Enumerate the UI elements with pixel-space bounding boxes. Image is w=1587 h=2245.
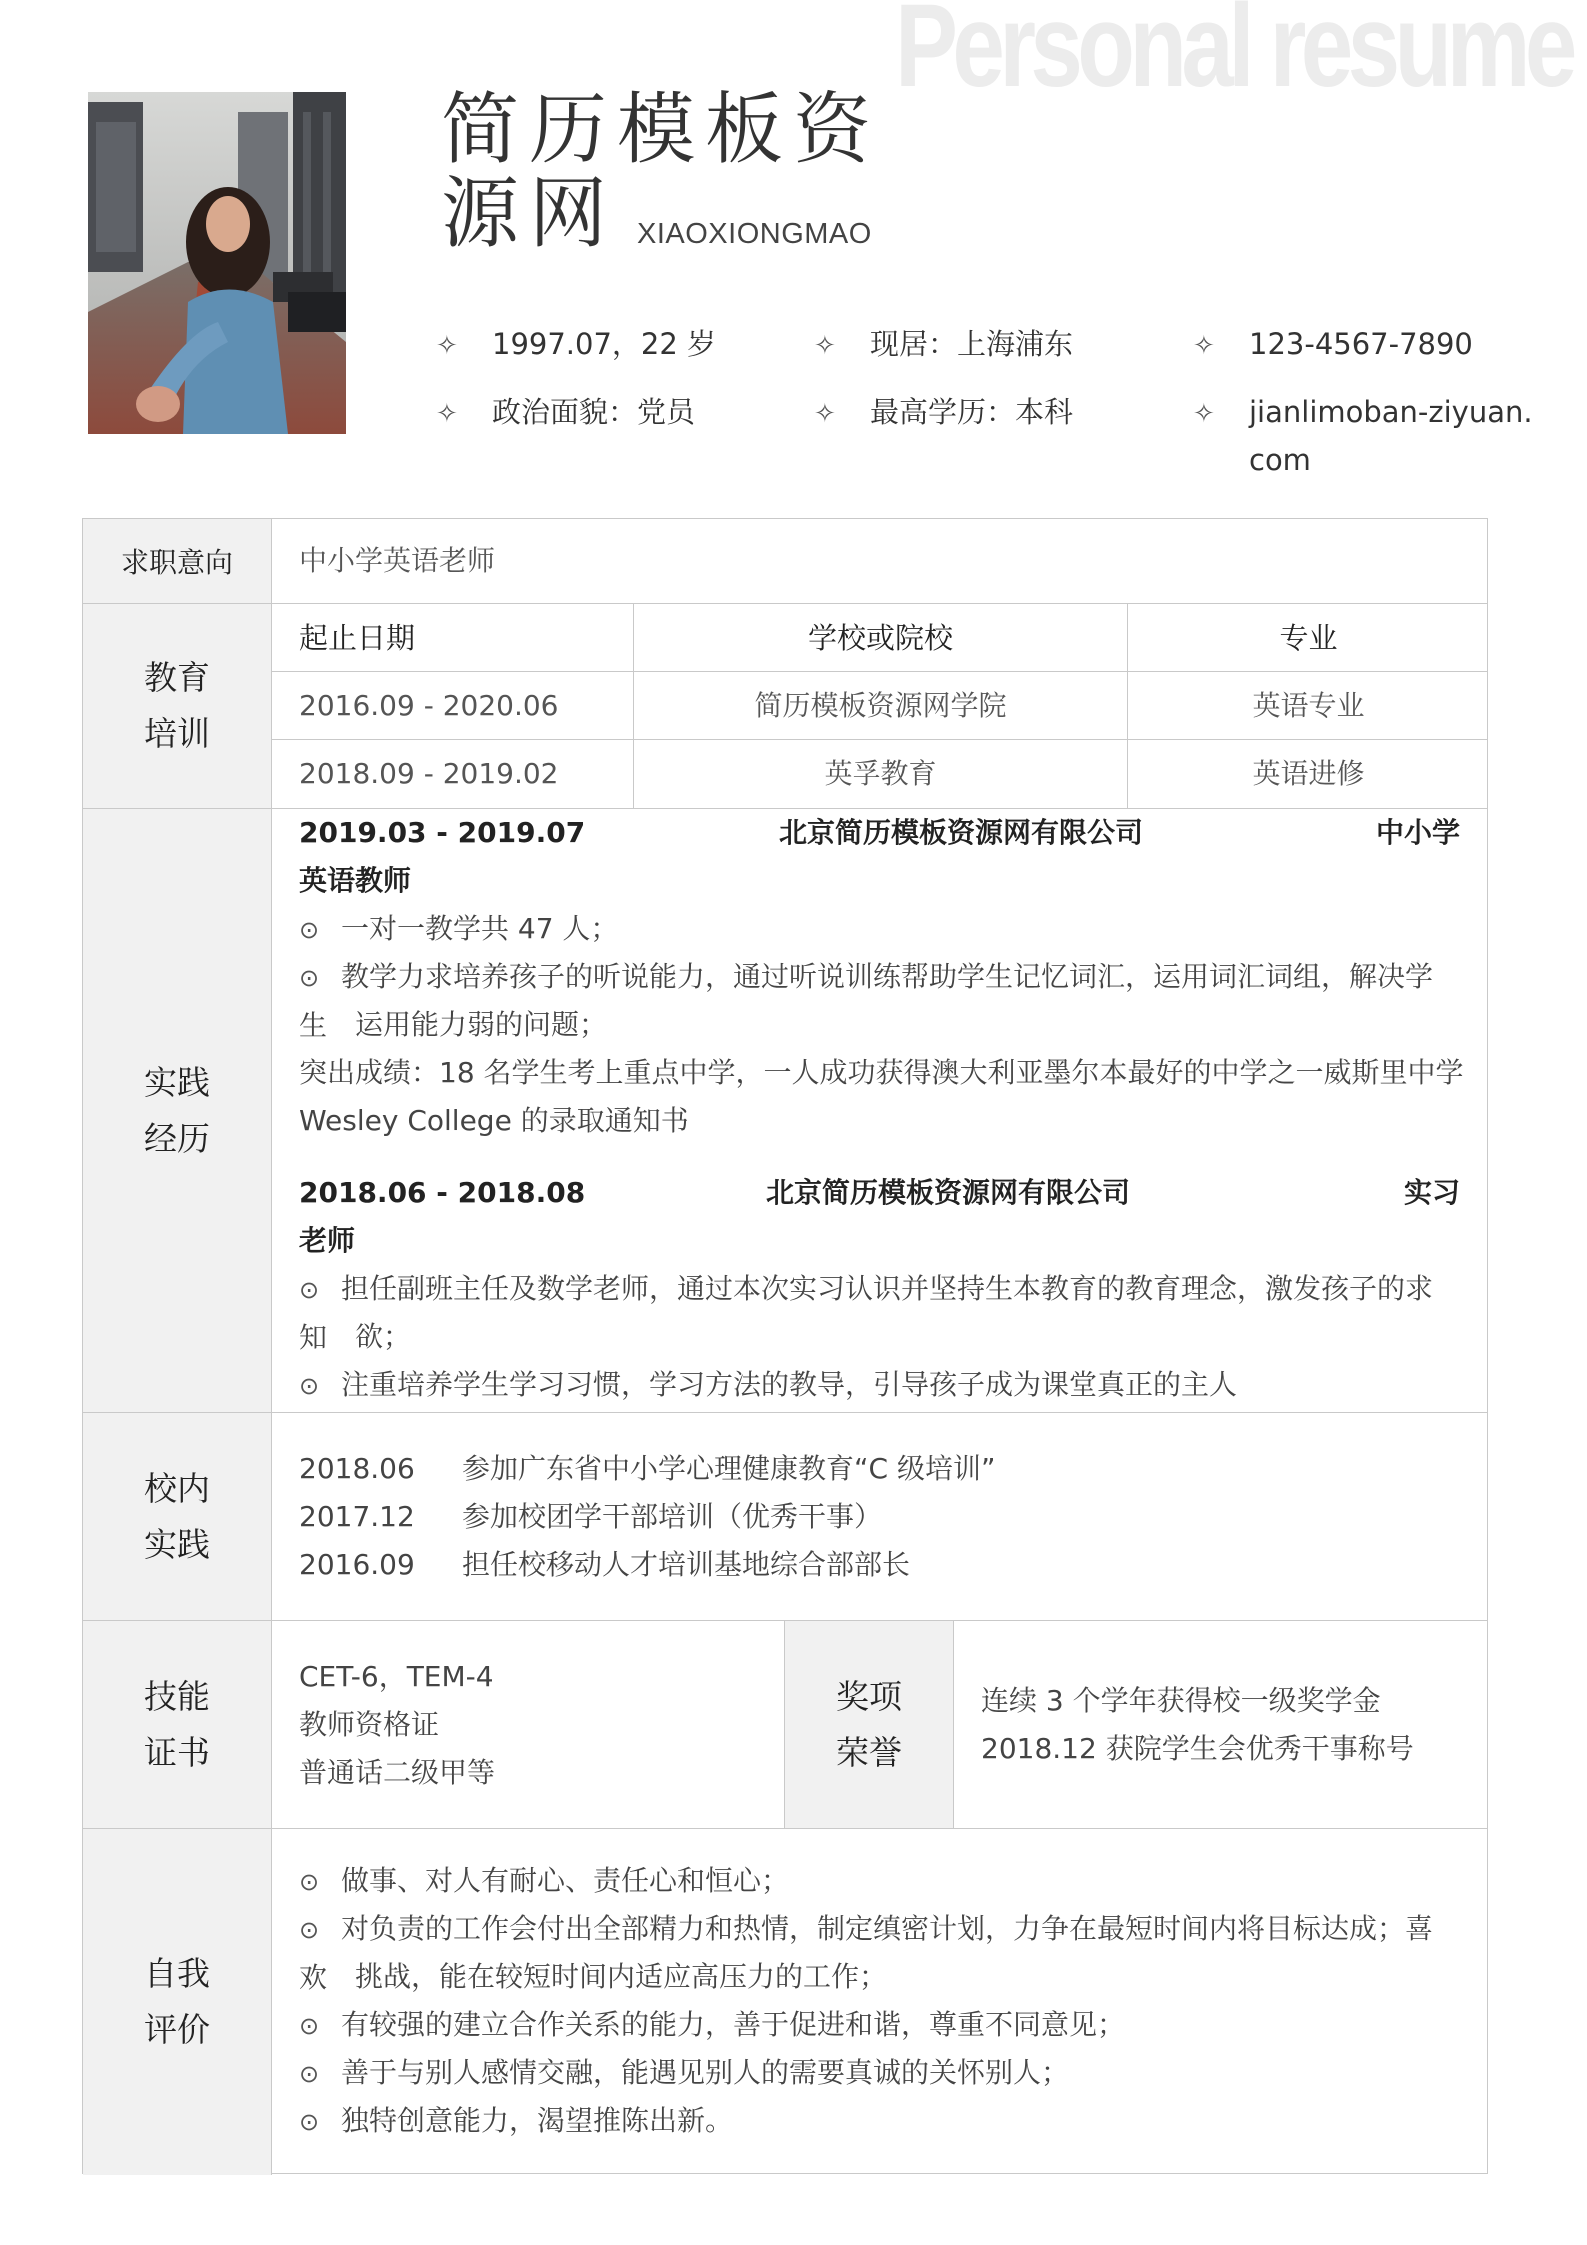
list-item: ⊙ 担任副班主任及数学老师，通过本次实习认识并坚持生本教育的教育理念，激发孩子的求知 [299, 1265, 1460, 1362]
list-item: ⊙ 做事、对人有耐心、责任心和恒心； [299, 1857, 1460, 1906]
experience-label: 实践 经历 [83, 809, 272, 1412]
info-birth: ✧ 1997.07，22 岁 [436, 320, 716, 370]
resume-table [82, 518, 1488, 2174]
awards-label: 奖项 荣誉 [784, 1621, 954, 1828]
list-item: 2018.12 获院学生会优秀干事称号 [981, 1732, 1414, 1765]
circle-bullet-icon: ⊙ [299, 916, 320, 944]
star-icon: ✧ [1193, 331, 1215, 361]
experience-content: 2019.03 - 2019.07 北京简历模板资源网有限公司 中小学 英语教师 ⊙ 一对一教学共 47 人； ⊙ 教学力求培养孩子的听说能力，通过听说训练帮助学生记忆词汇，运用词汇词组，解决学生 运用能力弱的问题； 突出成绩：18 名学生考上重点中学，一人成功获得澳大利亚墨尔本最好的中学之一威斯里中学 Wesley College 的录取通知书 2018.06 - 2018.08 北京简历模板资源网有限公司 实习 老师 ⊙ 担任副班主任及数学老师，通过本次实习认识并坚持生本教育的教育理念，激发孩子的求知 欲； ⊙ 注重培养学生学习习惯，学习方法的教导，引导孩子成为课堂真正的主人 [272, 809, 1487, 1412]
list-item: 2017.12 [299, 1500, 415, 1533]
watermark-text: Personal resume [895, 0, 1572, 112]
achievement-text: 突出成绩：18 名学生考上重点中学，一人成功获得澳大利亚墨尔本最好的中学之一威斯里中学 [299, 1056, 1464, 1089]
job-title: 老师 [299, 1224, 356, 1257]
info-email: ✧ jianlimoban-ziyuan. com [1193, 388, 1533, 484]
name-line-1: 简历模板资 [441, 85, 882, 175]
info-political: ✧ 政治面貌：党员 [436, 388, 695, 438]
profile-photo [88, 92, 346, 434]
education-header-row: 起止日期 学校或院校 专业 [272, 604, 1487, 672]
table-row: 2016.09 - 2020.06 简历模板资源网学院 英语专业 [272, 672, 1487, 740]
circle-bullet-icon: ⊙ [299, 1916, 320, 1944]
list-item: 普通话二级甲等 [299, 1756, 496, 1789]
experience-row [83, 809, 1487, 1413]
campus-row: 校内 实践 2018.06 参加广东省中小学心理健康教育“C 级培训” 2017.12 参加校团学干部培训（优秀干事） 2016.09 担任校移动人才培训基地综合部部长 [83, 1413, 1487, 1621]
star-icon: ✧ [814, 399, 836, 429]
name-line-2: 源网 [441, 169, 618, 259]
info-phone: ✧ 123-4567-7890 [1193, 320, 1473, 370]
list-item: CET-6，TEM-4 [299, 1660, 494, 1693]
skills-label: 技能 证书 [83, 1621, 272, 1828]
list-item: 2016.09 [299, 1548, 415, 1581]
circle-bullet-icon: ⊙ [299, 1276, 320, 1304]
self-eval-row: 自我 评价 ⊙ 做事、对人有耐心、责任心和恒心； ⊙ 对负责的工作会付出全部精力和热情，制定缜密计划，力争在最短时间内将目标达成；喜欢 挑战，能在较短时间内适应高压力的工作； ⊙ 有较强的建立合作关系的能力，善于促进和谐，尊重不同意见； ⊙ 善于与别人感情交融，能遇见别人的需要真诚的关怀别人； ⊙ 独特创意能力，渴望推陈出新。 [83, 1829, 1487, 2175]
info-residence: ✧ 现居：上海浦东 [814, 320, 1073, 370]
list-item: ⊙ 有较强的建立合作关系的能力，善于促进和谐，尊重不同意见； [299, 2001, 1460, 2050]
circle-bullet-icon: ⊙ [299, 1372, 320, 1400]
table-row: 2018.09 - 2019.02 英孚教育 英语进修 [272, 740, 1487, 808]
star-icon: ✧ [436, 331, 458, 361]
circle-bullet-icon: ⊙ [299, 1868, 320, 1896]
list-item: 2018.06 [299, 1452, 415, 1485]
objective-label: 求职意向 [83, 519, 272, 603]
star-icon: ✧ [436, 399, 458, 429]
self-eval-label: 自我 评价 [83, 1829, 272, 2175]
circle-bullet-icon: ⊙ [299, 2060, 320, 2088]
list-item: ⊙ 一对一教学共 47 人； [299, 905, 1460, 954]
objective-row [83, 519, 1487, 604]
english-name: XIAOXIONGMAO [637, 218, 872, 250]
list-item: 连续 3 个学年获得校一级奖学金 [981, 1684, 1381, 1717]
star-icon: ✧ [814, 331, 836, 361]
circle-bullet-icon: ⊙ [299, 2012, 320, 2040]
education-label: 教育 培训 [83, 604, 272, 808]
list-item: ⊙ 注重培养学生学习习惯，学习方法的教导，引导孩子成为课堂真正的主人 [299, 1361, 1460, 1410]
objective-value: 中小学英语老师 [299, 544, 496, 577]
campus-label: 校内 实践 [83, 1413, 272, 1620]
circle-bullet-icon: ⊙ [299, 964, 320, 992]
list-item: ⊙ 对负责的工作会付出全部精力和热情，制定缜密计划，力争在最短时间内将目标达成；喜欢 [299, 1905, 1460, 2002]
list-item: 教师资格证 [299, 1708, 440, 1741]
job-title: 英语教师 [299, 864, 412, 897]
education-grid [272, 604, 1487, 808]
list-item: ⊙ 独特创意能力，渴望推陈出新。 [299, 2097, 1460, 2146]
skills-row [83, 1621, 1487, 1829]
star-icon: ✧ [1193, 399, 1215, 429]
info-education-level: ✧ 最高学历：本科 [814, 388, 1073, 438]
circle-bullet-icon: ⊙ [299, 2108, 320, 2136]
list-item: ⊙ 善于与别人感情交融，能遇见别人的需要真诚的关怀别人； [299, 2049, 1460, 2098]
education-row [83, 604, 1487, 809]
list-item: ⊙ 教学力求培养孩子的听说能力，通过听说训练帮助学生记忆词汇，运用词汇词组，解决学生 [299, 953, 1460, 1050]
